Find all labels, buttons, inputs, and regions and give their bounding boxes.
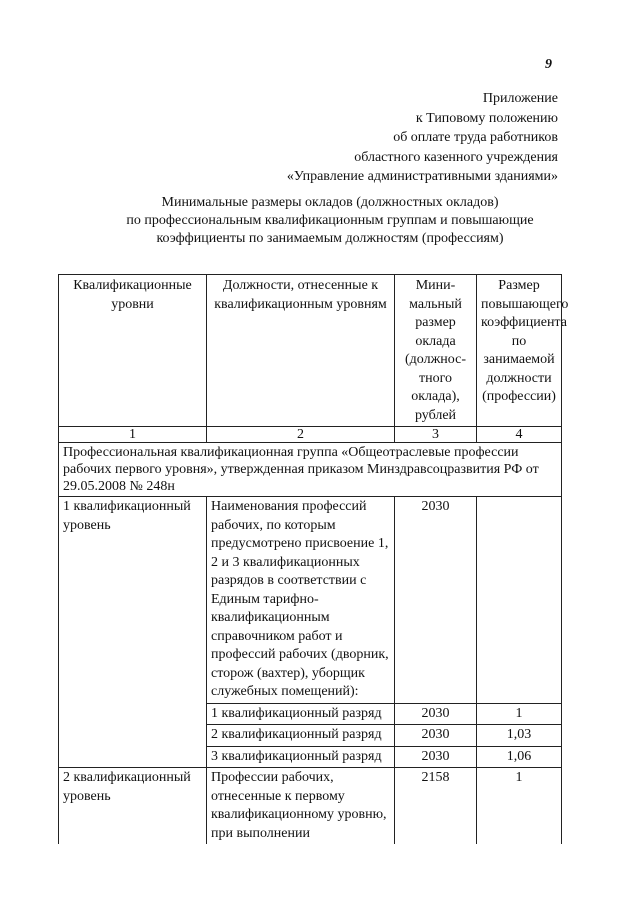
table-header-row xyxy=(59,275,562,427)
coef-cell: 1 xyxy=(477,768,562,845)
salary-cell: 2030 xyxy=(395,703,477,725)
column-number: 2 xyxy=(207,427,395,443)
appendix-line: областного казенного учреждения xyxy=(354,149,558,165)
position-cell: 3 квалификационный разряд xyxy=(207,746,395,768)
position-cell: Наименования профессий рабочих, по которым предусмотрено присвоение 1, 2 и 3 квалификационных разрядов в соответствии с Единым тарифно-квалификационным справочником работ и профессий рабочих (дворник, сторож (вахтер), уборщик служебных помещений): xyxy=(207,497,395,704)
table-row xyxy=(59,497,562,704)
title-line: Минимальные размеры окладов (должностных окладов) xyxy=(161,195,499,210)
column-number: 1 xyxy=(59,427,207,443)
appendix-line: Приложение xyxy=(482,91,558,106)
title-line: по профессиональным квалификационным группам и повышающие xyxy=(126,213,534,228)
group-title: Профессиональная квалификационная группа «Общеотраслевые профессии рабочих первого уровня», утвержденная приказом Минздравсоцразвития РФ от 29.05.2008 № 248н xyxy=(59,443,562,497)
group-row xyxy=(59,443,562,497)
header-cell: Квалификационные уровни xyxy=(59,275,207,427)
salary-cell: 2030 xyxy=(395,725,477,747)
appendix-line: «Управление административными зданиями» xyxy=(286,169,558,184)
appendix-block xyxy=(287,89,558,187)
position-cell: 2 квалификационный разряд xyxy=(207,725,395,747)
column-number: 3 xyxy=(395,427,477,443)
table-row xyxy=(59,768,562,845)
coef-cell: 1 xyxy=(477,703,562,725)
salary-table xyxy=(58,274,569,844)
title-line: коэффициенты по занимаемым должностям (профессиям) xyxy=(156,231,504,246)
document-title xyxy=(60,194,600,248)
column-number: 4 xyxy=(477,427,562,443)
column-number-row xyxy=(59,427,562,443)
salary-cell: 2030 xyxy=(395,497,477,704)
header-cell: Должности, отнесенные к квалификационным уровням xyxy=(207,275,395,427)
position-cell: 1 квалификационный разряд xyxy=(207,703,395,725)
appendix-line: об оплате труда работников xyxy=(393,130,558,145)
position-cell: Профессии рабочих, отнесенные к первому квалификационному уровню, при выполнении xyxy=(207,768,395,845)
appendix-line: к Типовому положению xyxy=(415,110,558,126)
salary-cell: 2030 xyxy=(395,746,477,768)
level-cell: 1 квалификационный уровень xyxy=(59,497,207,768)
coef-cell: 1,03 xyxy=(477,725,562,747)
header-cell: Размер повышающего коэффициента по занимаемой должности (профессии) xyxy=(477,275,562,427)
coef-cell: 1,06 xyxy=(477,746,562,768)
coef-cell xyxy=(477,497,562,704)
salary-cell: 2158 xyxy=(395,768,477,845)
level-cell: 2 квалификационный уровень xyxy=(59,768,207,845)
page-number: 9 xyxy=(545,57,552,72)
header-cell: Мини-мальный размер оклада (должнос-тного оклада), рублей xyxy=(395,275,477,427)
